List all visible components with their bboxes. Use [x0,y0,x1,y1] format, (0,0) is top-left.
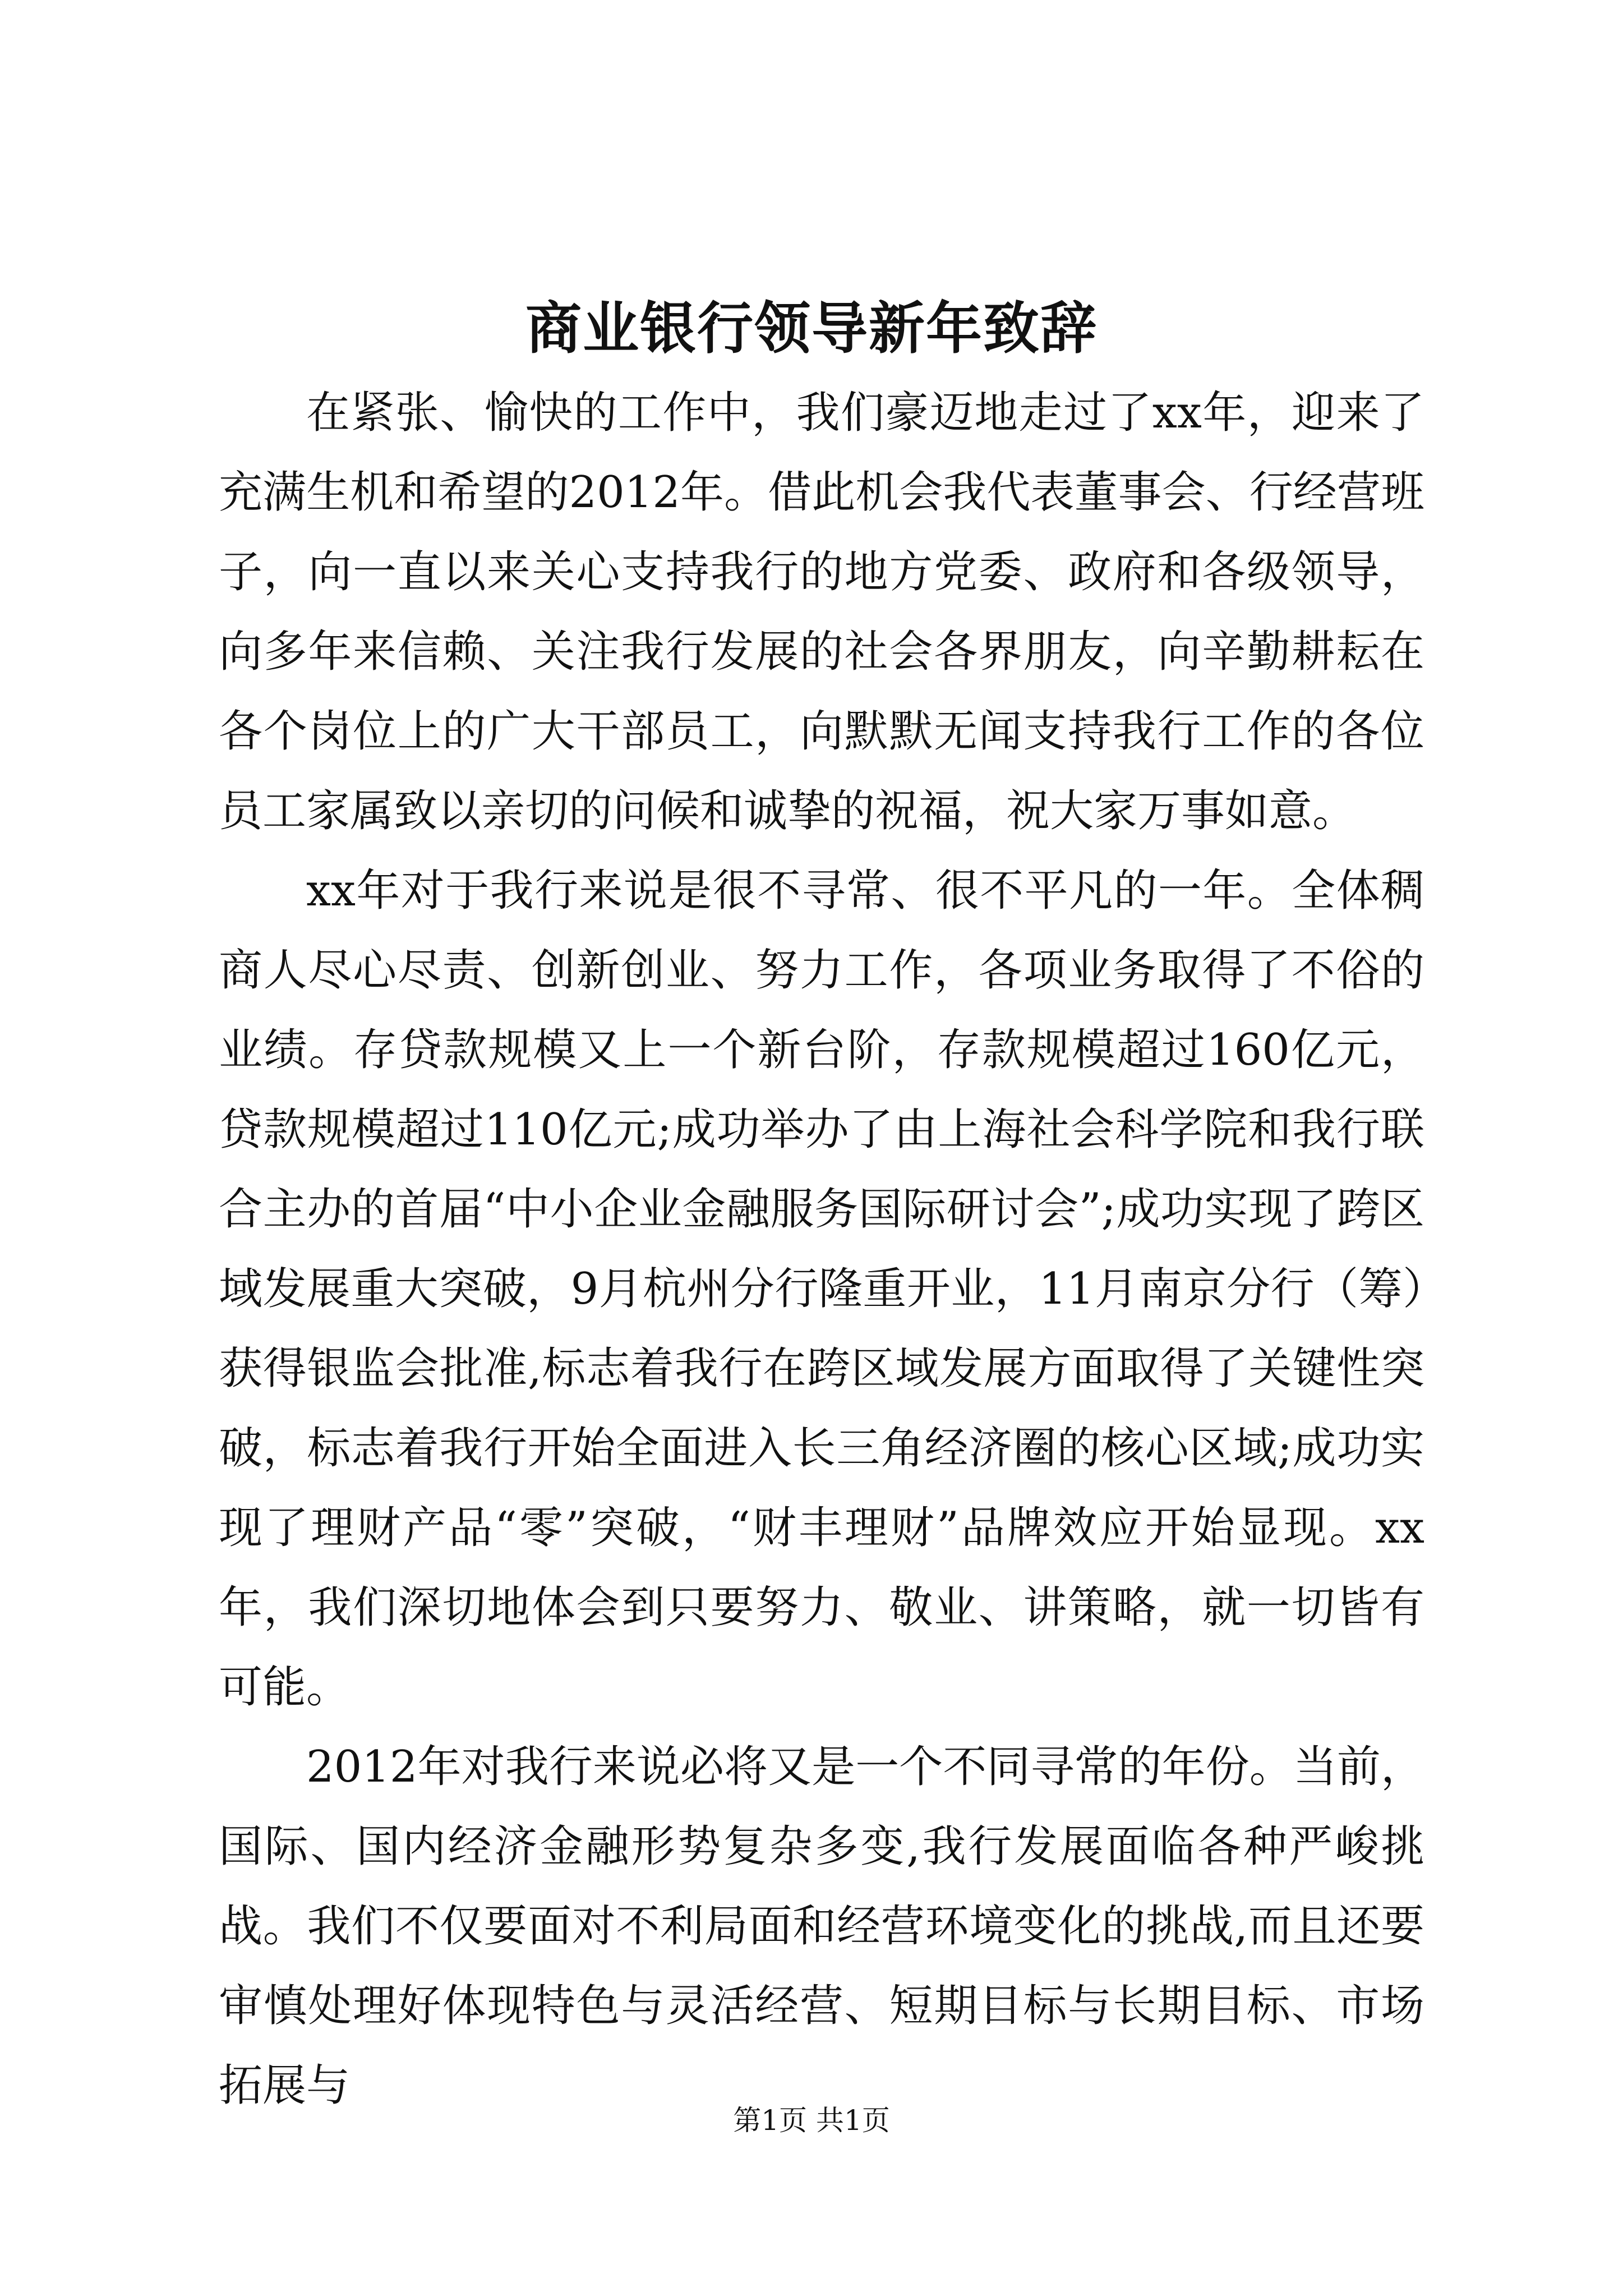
paragraph-2: xx年对于我行来说是很不寻常、很不平凡的一年。全体稠商人尽心尽责、创新创业、努力工作，各项业务取得了不俗的业绩。存贷款规模又上一个新台阶，存款规模超过160亿元，贷款规模超过110亿元;成功举办了由上海社会科学院和我行联合主办的首届“中小企业金融服务国际研讨会”;成功实现了跨区域发展重大突破，9月杭州分行隆重开业，11月南京分行（筹）获得银监会批准,标志着我行在跨区域发展方面取得了关键性突破，标志着我行开始全面进入长三角经济圈的核心区域;成功实现了理财产品“零”突破，“财丰理财”品牌效应开始显现。xx年，我们深切地体会到只要努力、敬业、讲策略，就一切皆有可能。 [219,866,1424,1713]
document-title: 商业银行领导新年致辞 [525,295,1098,361]
paragraph-1: 在紧张、愉快的工作中，我们豪迈地走过了xx年，迎来了充满生机和希望的2012年。借此机会我代表董事会、行经营班子，向一直以来关心支持我行的地方党委、政府和各级领导，向多年来信赖、关注我行发展的社会各界朋友，向辛勤耕耘在各个岗位上的广大干部员工，向默默无闻支持我行工作的各位员工家属致以亲切的问候和诚挚的祝福，祝大家万事如意。 [219,388,1424,836]
document-body [219,373,1424,2125]
page-footer: 第1页 共1页 [733,2104,890,2137]
paragraph-3: 2012年对我行来说必将又是一个不同寻常的年份。当前，国际、国内经济金融形势复杂多变,我行发展面临各种严峻挑战。我们不仅要面对不利局面和经营环境变化的挑战,而且还要审慎处理好体现特色与灵活经营、短期目标与长期目标、市场拓展与 [219,1742,1424,2111]
